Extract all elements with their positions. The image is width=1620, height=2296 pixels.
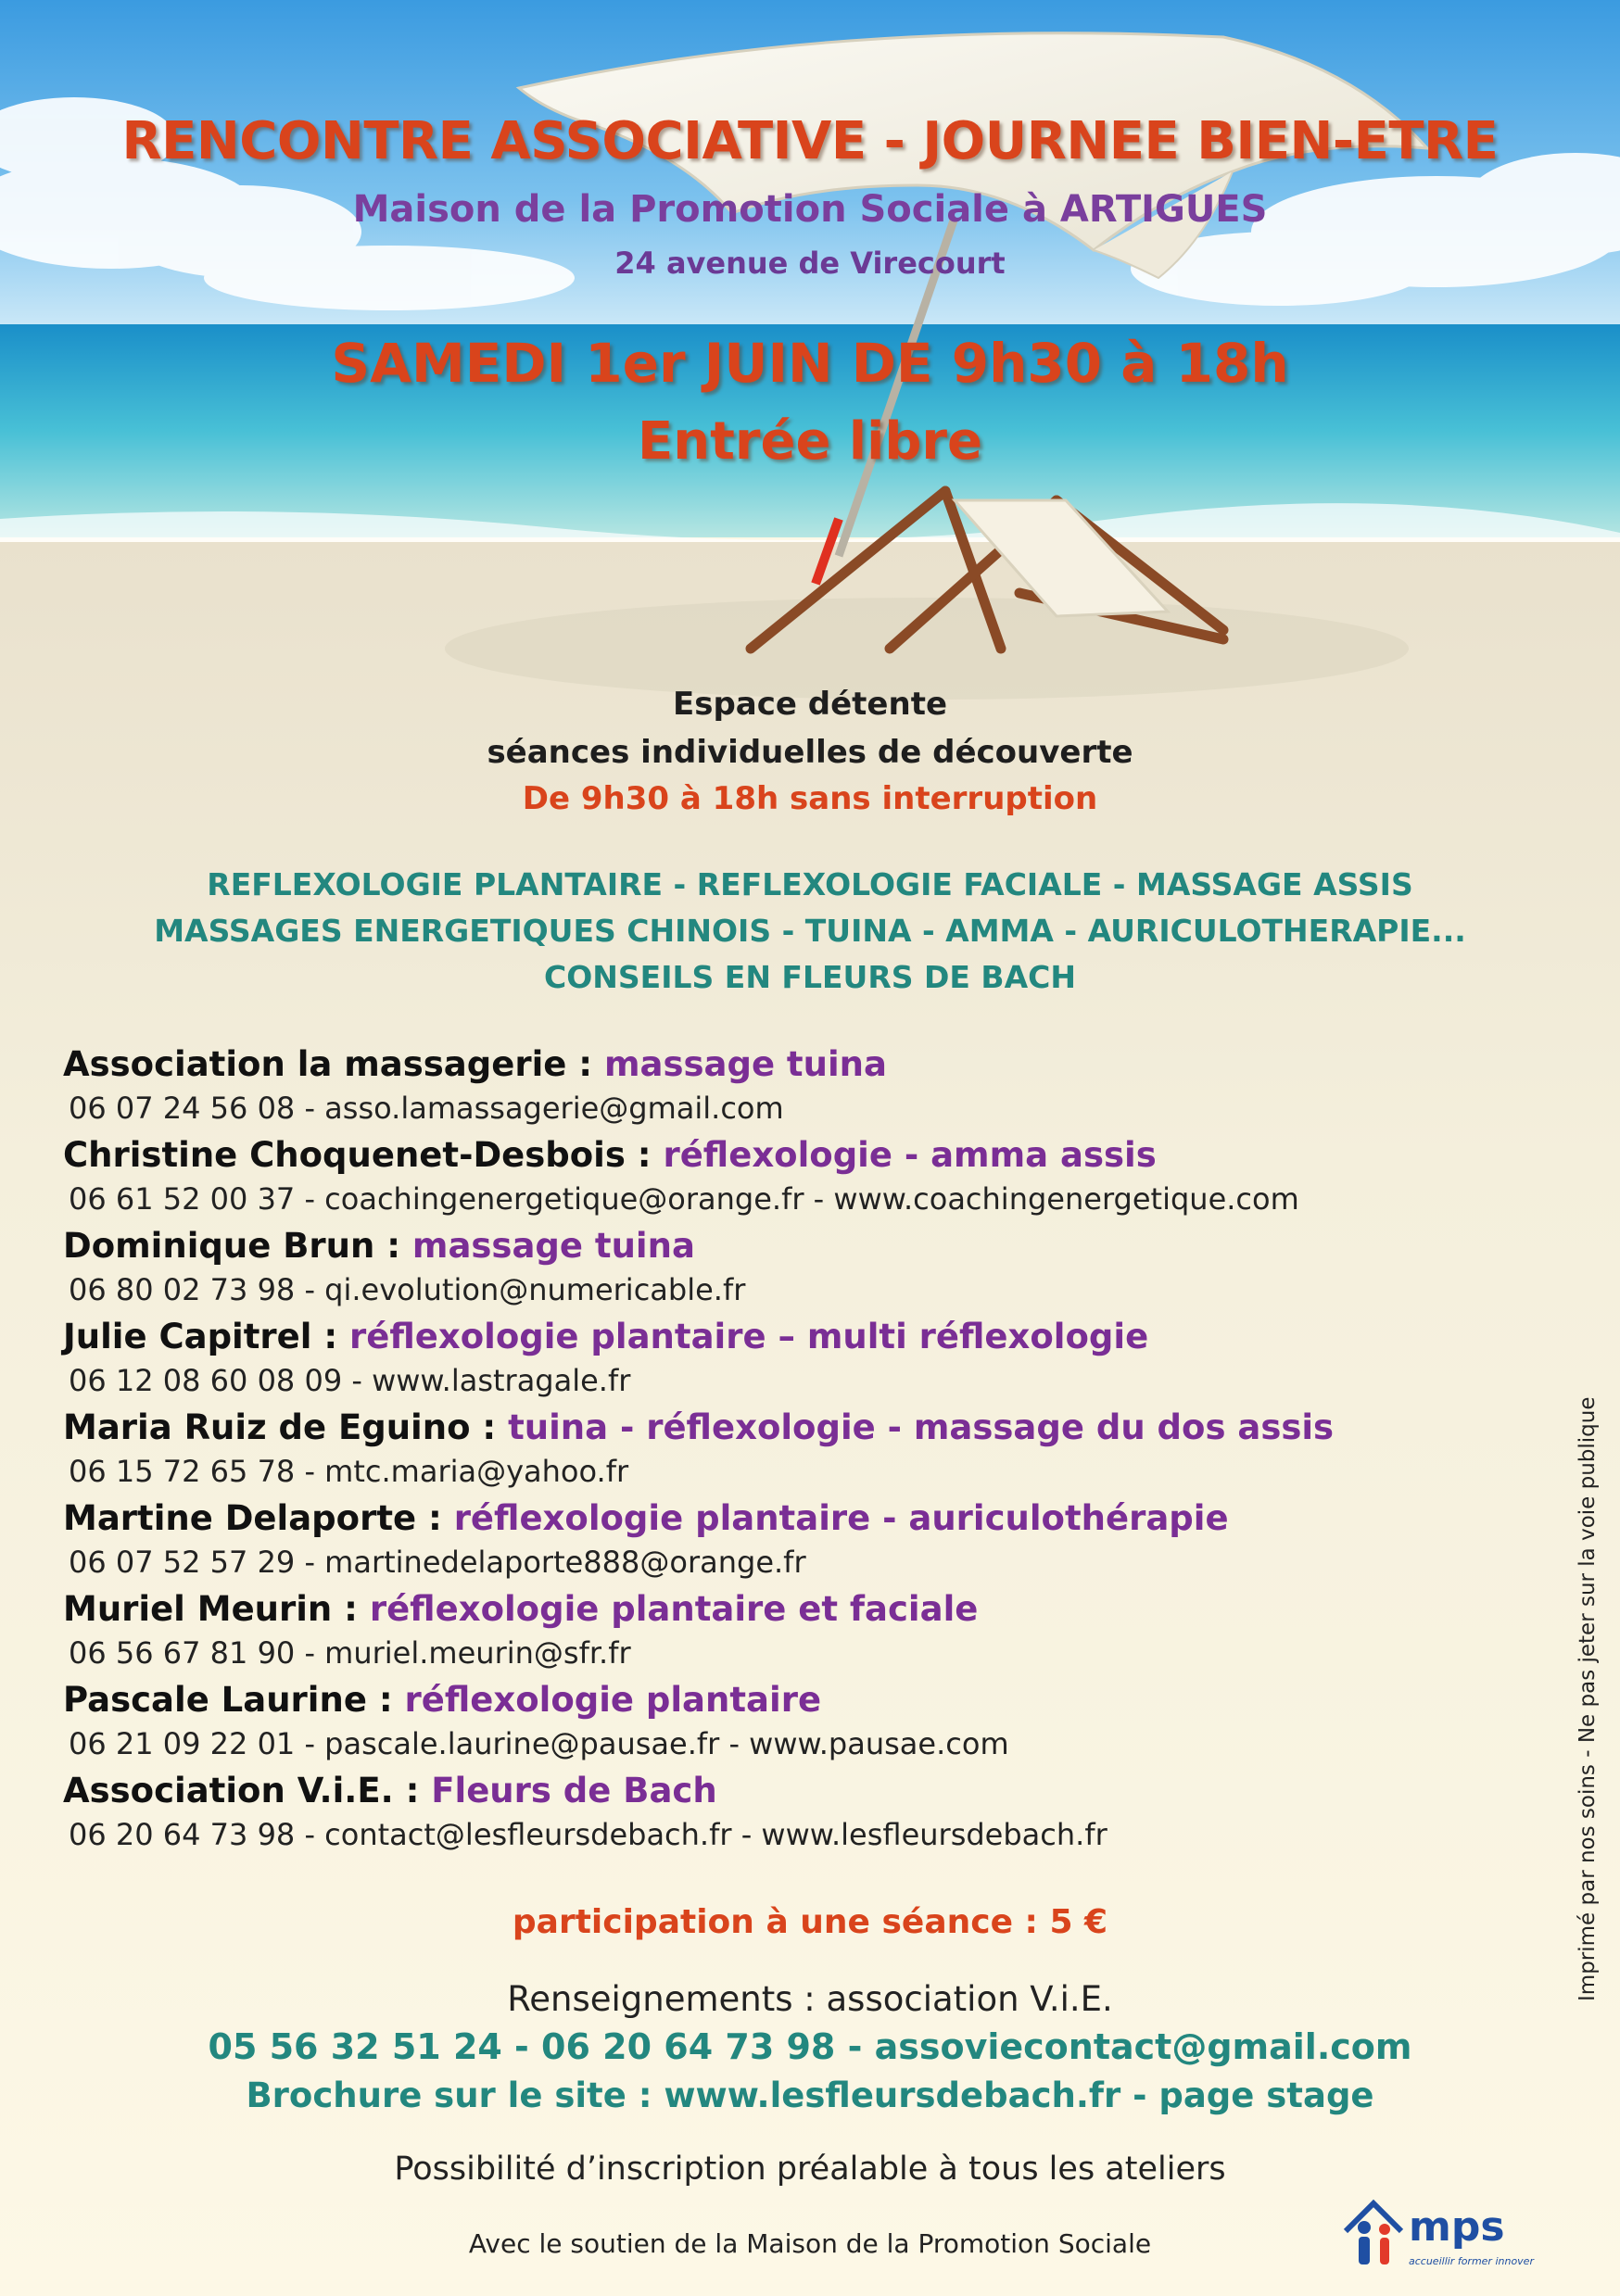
info-line: Renseignements : association V.i.E. <box>507 1979 1113 2019</box>
practitioner-specialty: réflexologie plantaire – multi réflexologie <box>349 1317 1149 1356</box>
practitioner-contact: 06 56 67 81 90 - muriel.meurin@sfr.fr <box>69 1635 631 1671</box>
practitioner-separator: : <box>625 1135 664 1175</box>
practitioner-name: Dominique Brun <box>63 1226 375 1266</box>
practitioner-name: Association V.i.E. <box>63 1771 394 1810</box>
practitioner-entry <box>63 1041 1509 1132</box>
practitioner-entry <box>63 1586 1509 1677</box>
side-note-text: Imprimé par nos soins - Ne pas jeter sur la voie publique <box>1576 1396 1600 2001</box>
practitioner-separator: : <box>311 1317 350 1356</box>
practitioner-separator: : <box>393 1771 432 1810</box>
practitioner-contact: 06 12 08 60 08 09 - www.lastragale.fr <box>69 1363 631 1398</box>
practitioner-specialty: massage tuina <box>411 1226 695 1266</box>
practitioner-contact: 06 15 72 65 78 - mtc.maria@yahoo.fr <box>69 1454 629 1489</box>
practitioner-heading <box>63 1677 1509 1723</box>
inscription-line: Possibilité d’inscription préalable à tous les ateliers <box>394 2151 1226 2188</box>
practitioner-contact: 06 21 09 22 01 - pascale.laurine@pausae.fr - www.pausae.com <box>69 1726 1009 1761</box>
practitioner-contact: 06 61 52 00 37 - coachingenergetique@orange.fr - www.coachingenergetique.com <box>69 1181 1299 1217</box>
practitioner-list <box>63 1041 1509 1859</box>
activities-line-2: MASSAGES ENERGETIQUES CHINOIS - TUINA - AMMA - AURICULOTHERAPIE... <box>154 913 1466 949</box>
session-price: participation à une séance : 5 € <box>512 1903 1108 1941</box>
practitioner-entry <box>63 1677 1509 1768</box>
practitioner-specialty: réflexologie plantaire et faciale <box>369 1589 979 1629</box>
intro-line-1: Espace détente <box>672 686 948 723</box>
practitioner-entry <box>63 1768 1509 1859</box>
practitioner-name: Christine Choquenet-Desbois <box>63 1135 626 1175</box>
practitioner-contact: 06 07 52 57 29 - martinedelaporte888@orange.fr <box>69 1545 806 1580</box>
practitioner-name: Association la massagerie <box>63 1044 567 1084</box>
activities-line-1: REFLEXOLOGIE PLANTAIRE - REFLEXOLOGIE FACIALE - MASSAGE ASSIS <box>207 866 1413 902</box>
intro-line-2: séances individuelles de découverte <box>487 734 1133 771</box>
practitioner-specialty: tuina - réflexologie - massage du dos assis <box>508 1407 1335 1447</box>
practitioner-name: Pascale Laurine <box>63 1680 367 1720</box>
practitioner-heading <box>63 1041 1509 1088</box>
practitioner-heading <box>63 1132 1509 1179</box>
practitioner-separator: : <box>374 1226 412 1266</box>
practitioner-heading <box>63 1495 1509 1542</box>
practitioner-contact: 06 80 02 73 98 - qi.evolution@numericable.fr <box>69 1272 746 1307</box>
logo-text: mps <box>1409 2203 1505 2251</box>
practitioner-entry <box>63 1405 1509 1495</box>
practitioner-heading <box>63 1314 1509 1360</box>
mps-logo <box>1342 2190 1534 2274</box>
practitioner-separator: : <box>366 1680 405 1720</box>
practitioner-name: Martine Delaporte <box>63 1498 417 1538</box>
practitioner-specialty: Fleurs de Bach <box>431 1771 717 1810</box>
brochure-line: Brochure sur le site : www.lesfleursdebach.fr - page stage <box>246 2075 1374 2115</box>
event-title: RENCONTRE ASSOCIATIVE - JOURNEE BIEN-ETRE <box>121 111 1499 171</box>
practitioner-heading <box>63 1405 1509 1451</box>
practitioner-heading <box>63 1768 1509 1814</box>
practitioner-entry <box>63 1314 1509 1405</box>
practitioner-name: Maria Ruiz de Eguino <box>63 1407 471 1447</box>
practitioner-separator: : <box>566 1044 604 1084</box>
practitioner-heading <box>63 1223 1509 1269</box>
practitioner-entry <box>63 1223 1509 1314</box>
intro-hours: De 9h30 à 18h sans interruption <box>522 780 1098 817</box>
practitioner-specialty: réflexologie plantaire <box>404 1680 822 1720</box>
logo-tagline: accueillir former innover <box>1409 2255 1534 2267</box>
practitioner-contact: 06 07 24 56 08 - asso.lamassagerie@gmail.com <box>69 1091 784 1126</box>
practitioner-specialty: massage tuina <box>603 1044 887 1084</box>
practitioner-specialty: réflexologie - amma assis <box>663 1135 1157 1175</box>
practitioner-separator: : <box>332 1589 370 1629</box>
support-line: Avec le soutien de la Maison de la Promotion Sociale <box>468 2228 1152 2259</box>
practitioner-name: Julie Capitrel <box>63 1317 312 1356</box>
event-date: SAMEDI 1er JUIN DE 9h30 à 18h <box>331 332 1289 395</box>
practitioner-entry <box>63 1495 1509 1586</box>
venue-name: Maison de la Promotion Sociale à ARTIGUES <box>352 188 1268 231</box>
practitioner-name: Muriel Meurin <box>63 1589 333 1629</box>
practitioner-heading <box>63 1586 1509 1633</box>
practitioner-entry <box>63 1132 1509 1223</box>
entry-free: Entrée libre <box>637 411 983 472</box>
activities-line-3: CONSEILS EN FLEURS DE BACH <box>544 959 1076 995</box>
practitioner-separator: : <box>416 1498 454 1538</box>
practitioner-specialty: réflexologie plantaire - auriculothérapie <box>453 1498 1229 1538</box>
practitioner-contact: 06 20 64 73 98 - contact@lesfleursdebach.fr - www.lesfleursdebach.fr <box>69 1817 1107 1852</box>
contact-line: 05 56 32 51 24 - 06 20 64 73 98 - assoviecontact@gmail.com <box>208 2026 1412 2067</box>
practitioner-separator: : <box>470 1407 509 1447</box>
venue-address: 24 avenue de Virecourt <box>614 246 1006 281</box>
